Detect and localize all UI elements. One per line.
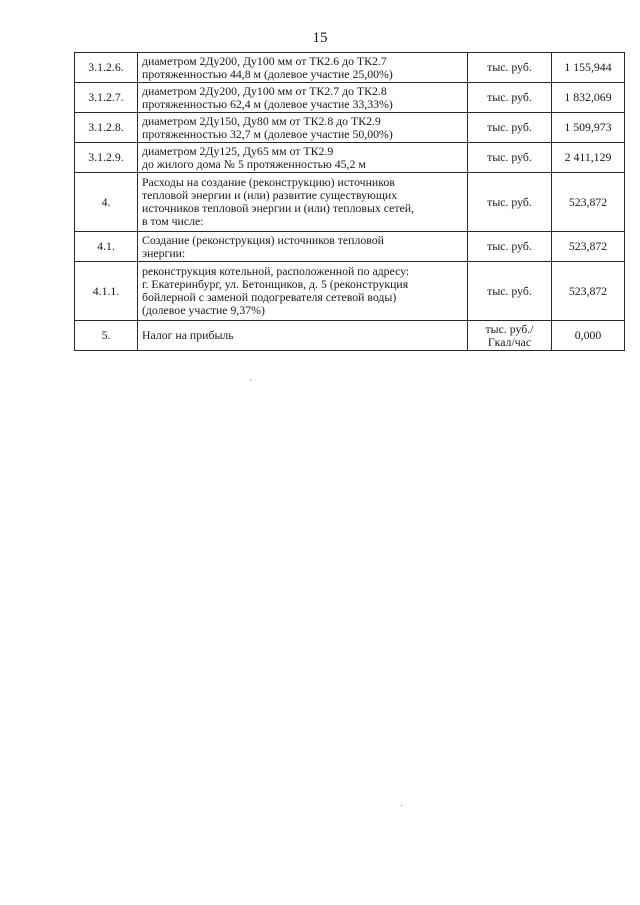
row-unit bbox=[468, 143, 552, 173]
row-number: 4.1. bbox=[75, 232, 138, 262]
row-unit bbox=[468, 173, 552, 232]
description-line: (долевое участие 9,37%) bbox=[142, 303, 265, 317]
description-line: до жилого дома № 5 протяженностью 45,2 м bbox=[142, 156, 366, 171]
description-line: протяженностью 62,4 м (долевое участие 33,33%) bbox=[142, 96, 393, 111]
unit-line: тыс. руб. bbox=[487, 90, 532, 104]
description-line: бойлерной с заменой подогревателя сетевой воды) bbox=[142, 290, 397, 304]
description-line: тепловой энергии и (или) развитие существующих bbox=[142, 188, 398, 202]
row-value: 523,872 bbox=[552, 232, 625, 262]
row-description bbox=[138, 83, 468, 113]
row-unit bbox=[468, 262, 552, 321]
unit-line: тыс. руб. bbox=[487, 120, 532, 134]
row-value: 0,000 bbox=[552, 321, 625, 351]
description-line: протяженностью 32,7 м (долевое участие 50,00%) bbox=[142, 126, 393, 141]
row-number: 4.1.1. bbox=[75, 262, 138, 321]
table-row bbox=[75, 262, 625, 321]
unit-line: тыс. руб. bbox=[487, 150, 532, 164]
row-description bbox=[138, 262, 468, 321]
unit-line: тыс. руб. bbox=[487, 283, 532, 298]
table-row bbox=[75, 173, 625, 232]
row-description bbox=[138, 321, 468, 351]
row-value: 1 509,973 bbox=[552, 113, 625, 143]
row-value: 2 411,129 bbox=[552, 143, 625, 173]
row-unit bbox=[468, 53, 552, 83]
table-row bbox=[75, 53, 625, 83]
description-line: Расходы на создание (реконструкцию) источников bbox=[142, 175, 395, 189]
table-row bbox=[75, 321, 625, 351]
description-line: реконструкция котельной, расположенной по адресу: bbox=[142, 264, 410, 278]
row-unit bbox=[468, 113, 552, 143]
row-unit bbox=[468, 321, 552, 351]
row-value: 523,872 bbox=[552, 173, 625, 232]
description-line: диаметром 2Ду150, Ду80 мм от ТК2.8 до ТК2.9 bbox=[142, 113, 381, 128]
row-unit bbox=[468, 83, 552, 113]
table-row bbox=[75, 83, 625, 113]
row-number: 4. bbox=[75, 173, 138, 232]
row-unit bbox=[468, 232, 552, 262]
row-number: 3.1.2.8. bbox=[75, 113, 138, 143]
row-number: 5. bbox=[75, 321, 138, 351]
description-line: источников тепловой энергии и (или) тепловых сетей, bbox=[142, 201, 415, 215]
unit-line: тыс. руб. bbox=[487, 194, 532, 209]
row-description bbox=[138, 53, 468, 83]
description-line: г. Екатеринбург, ул. Бетонщиков, д. 5 (реконструкция bbox=[142, 277, 409, 291]
description-line: протяженностью 44,8 м (долевое участие 25,00%) bbox=[142, 66, 393, 81]
row-number: 3.1.2.7. bbox=[75, 83, 138, 113]
unit-line: тыс. руб. bbox=[487, 60, 532, 74]
table-row bbox=[75, 113, 625, 143]
row-number: 3.1.2.9. bbox=[75, 143, 138, 173]
description-line: диаметром 2Ду125, Ду65 мм от ТК2.9 bbox=[142, 143, 334, 158]
description-line: в том числе: bbox=[142, 214, 204, 228]
row-description bbox=[138, 143, 468, 173]
description-line: Налог на прибыль bbox=[142, 328, 234, 342]
description-line: диаметром 2Ду200, Ду100 мм от ТК2.7 до ТК2.8 bbox=[142, 83, 387, 98]
table-row bbox=[75, 143, 625, 173]
row-description bbox=[138, 173, 468, 232]
description-line: диаметром 2Ду200, Ду100 мм от ТК2.6 до ТК2.7 bbox=[142, 53, 387, 68]
description-line: Создание (реконструкция) источников тепловой bbox=[142, 232, 384, 247]
description-line: энергии: bbox=[142, 245, 186, 260]
row-value: 523,872 bbox=[552, 262, 625, 321]
row-description bbox=[138, 232, 468, 262]
table-row bbox=[75, 232, 625, 262]
scan-speck bbox=[250, 379, 251, 380]
row-value: 1 832,069 bbox=[552, 83, 625, 113]
unit-line: тыс. руб. bbox=[487, 239, 532, 253]
row-number: 3.1.2.6. bbox=[75, 53, 138, 83]
page-number: 15 bbox=[312, 30, 328, 46]
unit-line: тыс. руб./ bbox=[485, 321, 534, 336]
row-description bbox=[138, 113, 468, 143]
row-value: 1 155,944 bbox=[552, 53, 625, 83]
unit-line: Гкал/час bbox=[487, 334, 532, 349]
tariff-table bbox=[74, 52, 625, 351]
scan-speck bbox=[401, 805, 402, 806]
